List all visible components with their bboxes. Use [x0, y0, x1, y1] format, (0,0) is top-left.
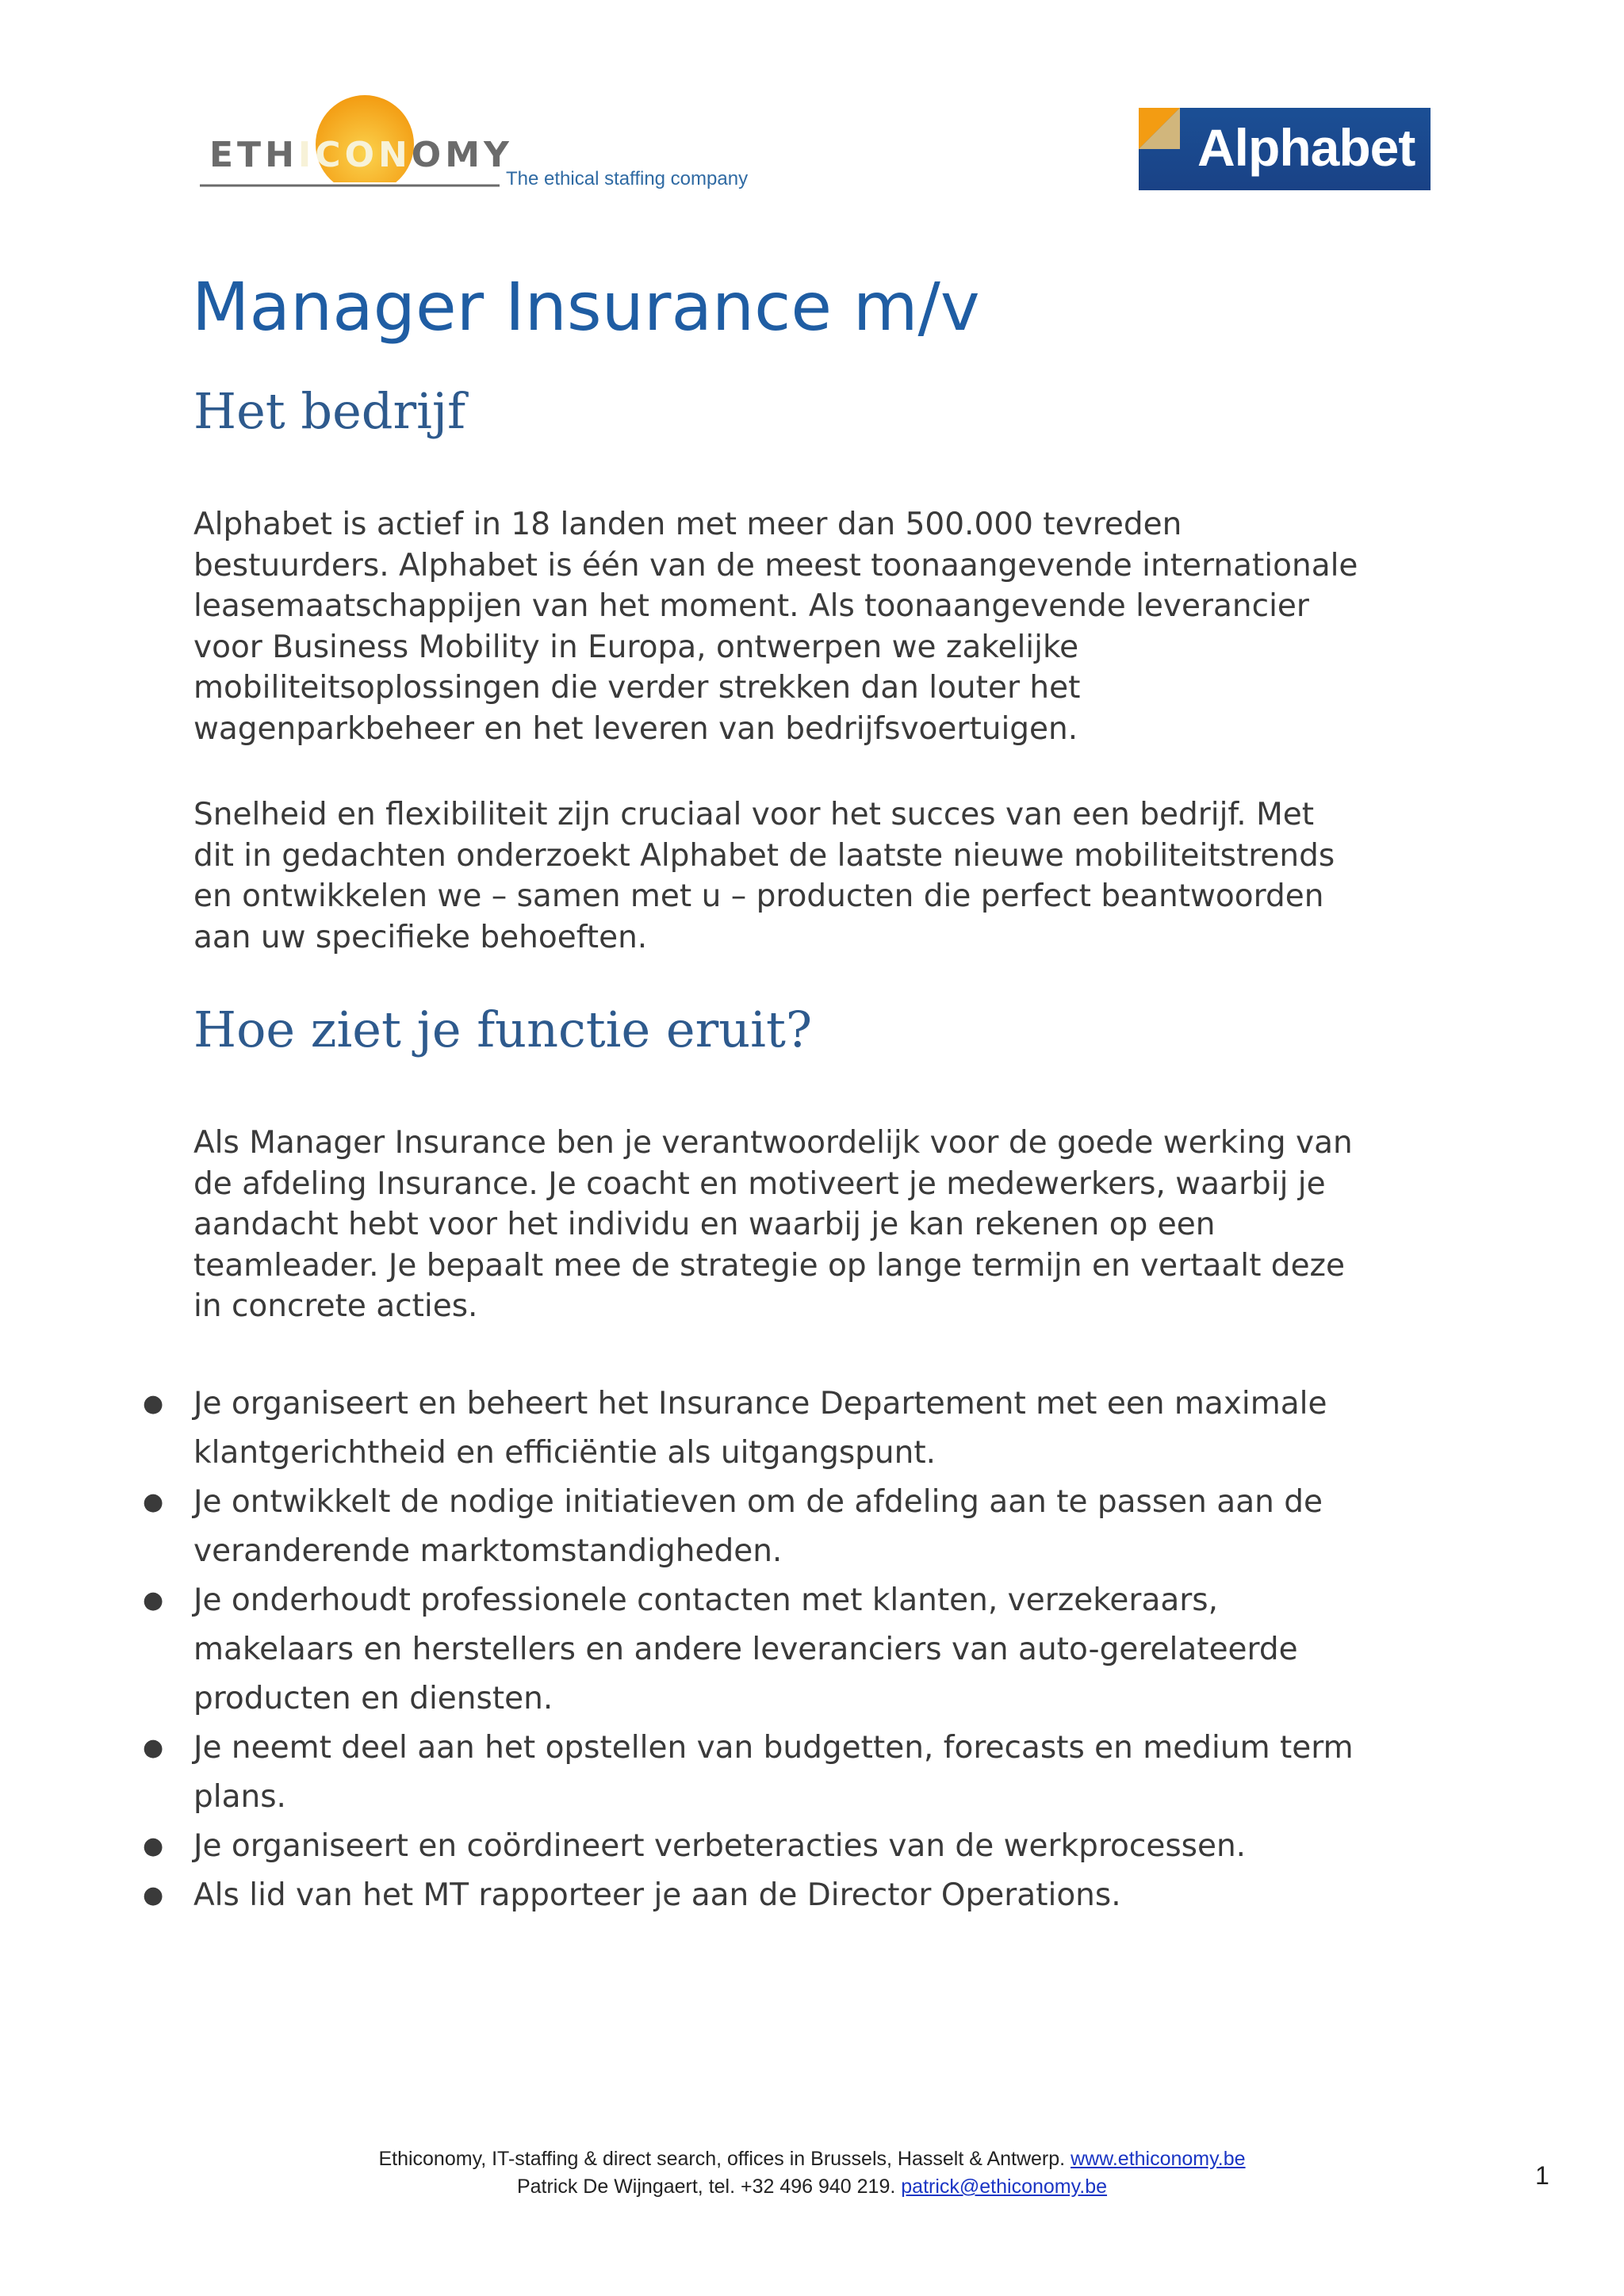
- text-line: aan uw specifieke behoeften.: [193, 919, 648, 955]
- bullet-icon: ●: [143, 1488, 164, 1516]
- text-line: Je organiseert en beheert het Insurance Departement met een maximale: [193, 1386, 1327, 1422]
- footer-contact-text: Patrick De Wijngaert, tel. +32 496 940 219.: [516, 2175, 902, 2198]
- company-paragraph-2: [193, 794, 1462, 958]
- text-line: Je onderhoudt professionele contacten met klanten, verzekeraars,: [193, 1582, 1219, 1618]
- page-title: Manager Insurance m/v: [192, 268, 980, 346]
- text-line: bestuurders. Alphabet is één van de meest toonaangevende internationale: [193, 547, 1358, 584]
- list-item: [135, 1380, 1483, 1478]
- bullet-icon: ●: [143, 1832, 164, 1860]
- text-line: klantgerichtheid en efficiëntie als uitgangspunt.: [193, 1435, 936, 1471]
- section-heading-company: Het bedrijf: [193, 382, 466, 440]
- page-number: 1: [1535, 2161, 1549, 2190]
- text-line: in concrete acties.: [193, 1288, 478, 1324]
- alphabet-logo: [1139, 108, 1431, 190]
- page-footer: [0, 2145, 1624, 2201]
- text-line: Je organiseert en coördineert verbeteracties van de werkprocessen.: [193, 1828, 1247, 1864]
- bullet-icon: ●: [143, 1734, 164, 1762]
- website-link[interactable]: www.ethiconomy.be: [1071, 2148, 1246, 2170]
- text-line: dit in gedachten onderzoekt Alphabet de laatste nieuwe mobiliteitstrends: [193, 837, 1335, 874]
- text-line: Alphabet is actief in 18 landen met meer dan 500.000 tevreden: [193, 507, 1182, 542]
- text-line: aandacht hebt voor het individu en waarbij je kan rekenen op een: [193, 1207, 1216, 1242]
- ethiconomy-logo: [200, 94, 513, 197]
- bullet-icon: ●: [143, 1586, 164, 1614]
- company-paragraph-1: [193, 504, 1462, 749]
- list-item: [135, 1478, 1483, 1576]
- list-item: [135, 1724, 1483, 1822]
- footer-line-1: [0, 2145, 1624, 2173]
- footer-company-text: Ethiconomy, IT-staffing & direct search, offices in Brussels, Hasselt & Antwerp.: [378, 2148, 1071, 2170]
- text-line: veranderende marktomstandigheden.: [193, 1533, 783, 1569]
- bullet-icon: ●: [143, 1390, 164, 1418]
- alphabet-wordmark: Alphabet: [1197, 118, 1415, 177]
- text-line: en ontwikkelen we – samen met u – producten die perfect beantwoorden: [193, 878, 1324, 914]
- list-item: [135, 1576, 1483, 1724]
- tagline: The ethical staffing company: [506, 168, 749, 189]
- text-line: wagenparkbeheer en het leveren van bedrijfsvoertuigen.: [193, 710, 1078, 747]
- footer-line-2: [0, 2173, 1624, 2201]
- text-line: plans.: [193, 1779, 286, 1815]
- text-line: Als Manager Insurance ben je verantwoordelijk voor de goede werking van: [193, 1125, 1353, 1161]
- text-line: Als lid van het MT rapporteer je aan de Director Operations.: [193, 1877, 1121, 1913]
- section-heading-role: Hoe ziet je functie eruit?: [193, 1001, 813, 1058]
- email-link[interactable]: patrick@ethiconomy.be: [901, 2175, 1108, 2198]
- text-line: teamleader. Je bepaalt mee de strategie op lange termijn en vertaalt deze: [193, 1247, 1346, 1284]
- list-item: [135, 1822, 1483, 1871]
- text-line: producten en diensten.: [193, 1681, 553, 1716]
- text-line: Je ontwikkelt de nodige initiatieven om de afdeling aan te passen aan de: [193, 1484, 1323, 1520]
- list-item: [135, 1871, 1483, 1920]
- bullet-icon: ●: [143, 1881, 164, 1909]
- role-intro-paragraph: [193, 1123, 1462, 1327]
- text-line: Snelheid en flexibiliteit zijn cruciaal voor het succes van een bedrijf. Met: [193, 797, 1315, 832]
- text-line: voor Business Mobility in Europa, ontwerpen we zakelijke: [193, 629, 1079, 665]
- text-line: Je neemt deel aan het opstellen van budgetten, forecasts en medium term: [193, 1730, 1354, 1766]
- text-line: mobiliteitsoplossingen die verder strekken dan louter het: [193, 670, 1081, 706]
- task-list: [135, 1380, 1483, 1920]
- text-line: leasemaatschappijen van het moment. Als toonaangevende leverancier: [193, 588, 1309, 624]
- ethiconomy-wordmark: ETHICONOMY: [209, 135, 513, 175]
- text-line: makelaars en herstellers en andere leveranciers van auto-gerelateerde: [193, 1632, 1298, 1667]
- text-line: de afdeling Insurance. Je coacht en motiveert je medewerkers, waarbij je: [193, 1165, 1326, 1202]
